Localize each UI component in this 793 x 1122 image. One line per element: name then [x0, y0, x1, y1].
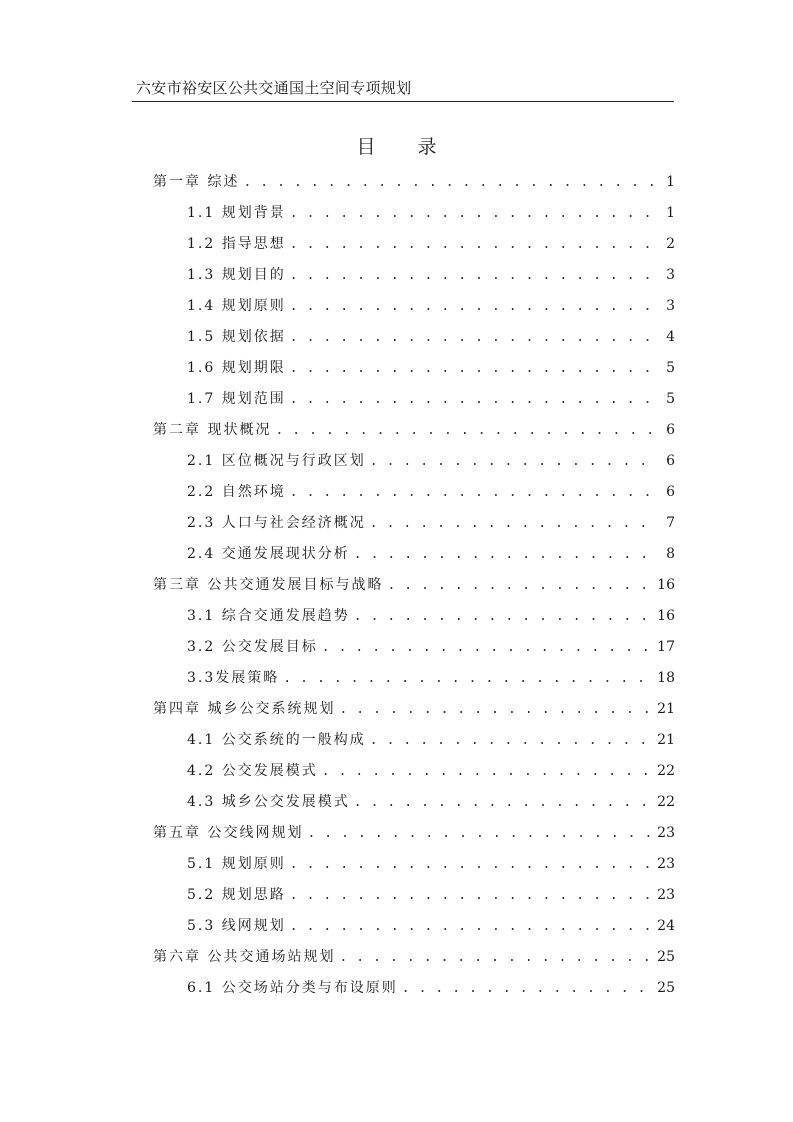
toc-page-number: 17	[657, 639, 675, 655]
toc-dot-leader	[290, 198, 657, 229]
toc-section-entry[interactable]	[153, 973, 675, 1004]
toc-dot-leader	[402, 973, 653, 1004]
toc-page-number: 25	[657, 980, 675, 996]
toc-entry-label: 第三章 公共交通发展目标与战略	[153, 577, 384, 593]
toc-page-number: 18	[657, 670, 675, 686]
toc-entry-label: 3.1 综合交通发展趋势	[187, 608, 350, 624]
toc-section-entry[interactable]	[153, 477, 675, 508]
toc-chapter-entry[interactable]	[153, 694, 675, 725]
toc-entry-label: 3.2 公交发展目标	[187, 639, 318, 655]
toc-entry-label: 5.1 规划原则	[187, 856, 286, 872]
toc-dot-leader	[290, 477, 657, 508]
toc-entry-label: 第二章 现状概况	[153, 422, 272, 438]
toc-page-number: 24	[657, 918, 675, 934]
toc-dot-leader	[290, 353, 657, 384]
toc-dot-leader	[370, 508, 657, 539]
toc-dot-leader	[290, 849, 653, 880]
toc-section-entry[interactable]	[153, 756, 675, 787]
toc-section-entry[interactable]	[153, 229, 675, 260]
header-rule	[132, 101, 674, 102]
toc-dot-leader	[290, 291, 657, 322]
toc-entry-label: 第五章 公交线网规划	[153, 825, 304, 841]
toc-entry-label: 1.3 规划目的	[187, 267, 286, 283]
toc-entry-label: 2.1 区位概况与行政区划	[187, 453, 366, 469]
toc-entry-label: 5.3 线网规划	[187, 918, 286, 934]
toc-page-number: 5	[666, 360, 675, 376]
toc-page-number: 23	[657, 825, 675, 841]
toc-dot-leader	[290, 260, 657, 291]
toc-dot-leader	[307, 818, 653, 849]
toc-dot-leader	[283, 663, 653, 694]
toc-page-number: 21	[657, 732, 675, 748]
toc-section-entry[interactable]	[153, 663, 675, 694]
page-header: 六安市裕安区公共交通国土空间专项规划	[136, 79, 412, 97]
toc-section-entry[interactable]	[153, 787, 675, 818]
toc-dot-leader	[290, 384, 657, 415]
toc-entry-label: 2.3 人口与社会经济概况	[187, 515, 366, 531]
toc-section-entry[interactable]	[153, 911, 675, 942]
toc-chapter-entry[interactable]	[153, 818, 675, 849]
toc-entry-label: 1.6 规划期限	[187, 360, 286, 376]
toc-dot-leader	[322, 756, 653, 787]
toc-page-number: 16	[657, 577, 675, 593]
toc-section-entry[interactable]	[153, 322, 675, 353]
toc-entry-label: 1.4 规划原则	[187, 298, 286, 314]
toc-dot-leader	[290, 880, 653, 911]
toc-page-number: 6	[666, 453, 675, 469]
toc-section-entry[interactable]	[153, 632, 675, 663]
toc-entry-label: 4.1 公交系统的一般构成	[187, 732, 366, 748]
toc-entry-label: 1.1 规划背景	[187, 205, 286, 221]
toc-section-entry[interactable]	[153, 601, 675, 632]
toc-dot-leader	[370, 446, 657, 477]
toc-chapter-entry[interactable]	[153, 942, 675, 973]
toc-entry-label: 1.7 规划范围	[187, 391, 286, 407]
toc-section-entry[interactable]	[153, 880, 675, 911]
toc-section-entry[interactable]	[153, 849, 675, 880]
toc-entry-label: 4.3 城乡公交发展模式	[187, 794, 350, 810]
toc-dot-leader	[354, 787, 653, 818]
toc-page-number: 2	[666, 236, 675, 252]
toc-dot-leader	[354, 601, 653, 632]
toc-page-number: 5	[666, 391, 675, 407]
toc-page-number: 7	[666, 515, 675, 531]
toc-entry-label: 第四章 城乡公交系统规划	[153, 701, 336, 717]
toc-page-number: 4	[666, 329, 675, 345]
toc-entry-label: 2.4 交通发展现状分析	[187, 546, 350, 562]
toc-dot-leader	[322, 632, 653, 663]
toc-title: 目 录	[356, 136, 455, 158]
toc-section-entry[interactable]	[153, 260, 675, 291]
toc-dot-leader	[354, 539, 657, 570]
toc-page-number: 8	[666, 546, 675, 562]
toc-chapter-entry[interactable]	[153, 570, 675, 601]
toc-dot-leader	[243, 167, 657, 198]
toc-section-entry[interactable]	[153, 198, 675, 229]
toc-page-number: 23	[657, 887, 675, 903]
toc-page-number: 1	[666, 174, 675, 190]
toc-section-entry[interactable]	[153, 291, 675, 322]
table-of-contents	[153, 167, 675, 1004]
toc-page-number: 3	[666, 267, 675, 283]
toc-entry-label: 1.2 指导思想	[187, 236, 286, 252]
toc-dot-leader	[290, 322, 657, 353]
toc-page-number: 21	[657, 701, 675, 717]
toc-entry-label: 第一章 综述	[153, 174, 240, 190]
toc-chapter-entry[interactable]	[153, 415, 675, 446]
toc-page-number: 1	[666, 205, 675, 221]
toc-dot-leader	[370, 725, 653, 756]
toc-dot-leader	[275, 415, 657, 446]
toc-dot-leader	[290, 911, 653, 942]
toc-entry-label: 4.2 公交发展模式	[187, 763, 318, 779]
toc-entry-label: 第六章 公共交通场站规划	[153, 949, 336, 965]
toc-page-number: 23	[657, 856, 675, 872]
toc-dot-leader	[339, 694, 653, 725]
toc-entry-label: 2.2 自然环境	[187, 484, 286, 500]
toc-page-number: 22	[657, 794, 675, 810]
toc-section-entry[interactable]	[153, 539, 675, 570]
toc-entry-label: 1.5 规划依据	[187, 329, 286, 345]
toc-section-entry[interactable]	[153, 384, 675, 415]
toc-dot-leader	[290, 229, 657, 260]
toc-section-entry[interactable]	[153, 353, 675, 384]
toc-entry-label: 3.3发展策略	[187, 670, 280, 686]
toc-page-number: 6	[666, 422, 675, 438]
toc-entry-label: 5.2 规划思路	[187, 887, 286, 903]
toc-chapter-entry[interactable]	[153, 167, 675, 198]
toc-page-number: 25	[657, 949, 675, 965]
toc-page-number: 6	[666, 484, 675, 500]
toc-dot-leader	[387, 570, 653, 601]
toc-page-number: 3	[666, 298, 675, 314]
toc-entry-label: 6.1 公交场站分类与布设原则	[187, 980, 398, 996]
toc-section-entry[interactable]	[153, 446, 675, 477]
toc-section-entry[interactable]	[153, 508, 675, 539]
toc-page-number: 16	[657, 608, 675, 624]
toc-section-entry[interactable]	[153, 725, 675, 756]
toc-dot-leader	[339, 942, 653, 973]
toc-page-number: 22	[657, 763, 675, 779]
